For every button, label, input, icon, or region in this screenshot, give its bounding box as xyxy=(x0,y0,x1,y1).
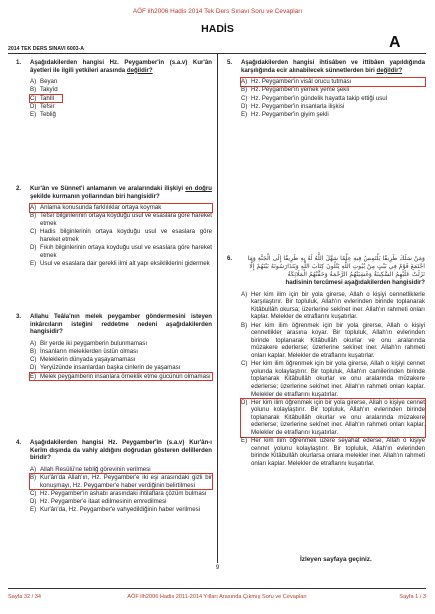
hadith-arabic-text: وَمَنْ سَلَكَ طَرِيقًا يَلْتَمِسُ فِيهِ عِلْمًا سَهَّلَ اللَّهُ لَهُ بِهِ طَرِيقًا إِلَى الْجَنَّةِ وَمَا اجْتَمَعَ قَوْمٌ فِي بَيْتٍ مِنْ بُيُوتِ اللَّهِ يَتْلُونَ كِتَابَ اللَّهِ وَيَتَدَارَسُونَهُ بَيْنَهُمْ إِلَّا نَزَلَتْ عَلَيْهِمُ السَّكِينَةُ وَغَشِيَتْهُمُ الرَّحْمَةُ وَحَفَّتْهُمُ الْمَلَائِكَةُ xyxy=(247,255,425,278)
option-c[interactable]: C) Hadis bilginlerinin ortaya koyduğu usul ve esaslara göre hareket etmek xyxy=(30,228,212,243)
question-number: 1. xyxy=(16,59,22,66)
question-number: 6. xyxy=(227,255,233,262)
question-number: 5. xyxy=(227,59,233,66)
page-number: 9 xyxy=(215,565,220,571)
question-stem: Aşağıdakilerden hangisi ihtisâben ve ittibâen yapıldığında karşılığında ecir alınabilecek sünnetlerden biri değildir? xyxy=(241,59,425,74)
option-e[interactable]: E) Usul ve esaslara dair gerekli ilmi alt yapı eksikliklerini gidermek xyxy=(30,259,210,267)
option-b[interactable]: B) Her kim ilim öğrenmek için bir yola girerse, Allah o kişiyi cennetlikler arasına koyar. Bir topluluk, Allah'ın evlerinden birinde toplanarak Kitâbullâh okurlar ve onu aralarında müzakere ederlerse; üzerlerine sekînet iner. Allah'ın rahmeti onları kaplar. Melekler de etraflarını kuşatırlar. xyxy=(241,321,425,359)
question-3 xyxy=(16,313,212,381)
option-d[interactable]: D) Yeryüzünde insanlardan başka cinlerin de yaşaması xyxy=(30,364,181,372)
option-e[interactable]: E) Kur'ân'da, Hz. Peygamber'e vahyedildiğinin haber verilmesi xyxy=(30,506,200,514)
option-b[interactable]: B) Hz. Peygamber'in yemek yeme şekli xyxy=(241,86,350,94)
options xyxy=(30,204,212,267)
option-e[interactable]: E) Tebliğ xyxy=(30,110,56,118)
option-e[interactable]: E) Hz. Peygamber'in giyim şekli xyxy=(241,110,329,118)
footer-left-page: Sayfa 32 / 34 xyxy=(8,594,41,600)
question-5 xyxy=(227,59,425,119)
question-stem: Kur'ân ve Sünnet'i anlamanın ve aralarındaki ilişkiyi en doğru şekilde kurmanın yollarından biri hangisidir? xyxy=(30,185,212,200)
exam-code: 2014 TEK DERS SINAVI 6003-A xyxy=(8,46,85,52)
option-c-selected[interactable]: C) Tahlîl xyxy=(30,95,62,103)
question-stem: hadisinin tercümesi aşağıdakilerden hangisidir? xyxy=(285,279,425,286)
question-number: 4. xyxy=(16,439,22,446)
option-b-selected[interactable]: B) Kur'ân'da Allah'ın, Hz. Peygamber'e iki eşi arasındaki gizli bir konuşmayı, Hz. Peygamber'e haber verdiğinin belirtilmesi xyxy=(30,473,212,489)
option-d[interactable]: D) Tefsir xyxy=(30,102,55,110)
options xyxy=(30,466,212,514)
option-e-selected[interactable]: E) Melek peygamberin insanlara örneklik etme gücünün olmaması xyxy=(30,372,211,380)
column-divider xyxy=(217,53,218,563)
question-number: 3. xyxy=(16,313,22,320)
option-c[interactable]: C) Hz. Peygamber'in gündelik hayatta takip ettiği usul xyxy=(241,94,387,102)
bottom-rule xyxy=(8,588,426,589)
question-stem: Aşağıdakilerden hangisi Hz. Peygamber'in (s.a.v) Kur'ân âyetleri ile ilgili yetkileri arasında değildir? xyxy=(30,59,212,74)
option-c[interactable]: C) Meleklerin dünyada yaşayamaması xyxy=(30,356,136,364)
question-number: 2. xyxy=(16,185,22,192)
option-c[interactable]: C) Her kim ilim öğrenmek için bir yola girerse, Allah o kişiyi cennet yolunda kolaylaştırır. Bir topluluk, Allah'ın camilerinden birinde toplanarak Kitâbullâh okurlar ve onu aralarında müzakere ederlerse; üzerlerine sekînet iner. Allah'ın rahmeti onları kaplar. Melekler de etraflarını kuşatırlar. xyxy=(241,360,425,398)
question-stem: Allahu Teâla'nın melek peygamber göndermesini isteyen inkârcıların isteğini reddetme nedeni aşağıdakilerden hangisidir? xyxy=(30,313,212,336)
source-header: AÖF ilh2006 Hadis 2014 Tek Ders Sınavı Soru ve Cevapları xyxy=(132,8,303,15)
question-4 xyxy=(16,439,212,514)
next-page-note: İzleyen sayfaya geçiniz. xyxy=(300,556,372,563)
question-stem: Aşağıdakilerden hangisi Hz. Peygamber'in (s.a.v) Kur'ân-ı Kerîm dışında da vahiy aldığını doğrudan gösteren delillerden biridir? xyxy=(30,439,212,462)
option-e[interactable]: E) Her kim ilim öğrenmek üzere seyahat ederse, Allah o kişiye cennet yolunu kolaylaştırır. Bir topluluk, Allah'ın evlerinden birinde Kitâbullâh okurlarsa onlara melekler iner. Allah'ın rahmeti onları kaplar. Melekler de etraflarını kuşatırlar. xyxy=(241,437,425,468)
footer-right-page: Sayfa 1 / 3 xyxy=(399,594,426,600)
option-d[interactable]: D) Hz. Peygamber'in insanlarla ilişkisi xyxy=(241,102,345,110)
option-a[interactable]: A) Allah Resûlü'ne tebliğ görevinin verilmesi xyxy=(30,465,151,473)
option-d[interactable]: D) Fıkıh bilginlerinin ortaya koyduğu usul ve esaslara göre hareket etmek xyxy=(30,243,212,259)
question-1 xyxy=(16,59,212,119)
options xyxy=(30,78,212,118)
option-a[interactable]: A) Beyan xyxy=(30,78,58,86)
option-b[interactable]: B) İnsanların meleklerden üstün olması xyxy=(30,347,138,355)
footer-title: AÖF ilh2006 Hadis 2011-2014 Yılları Arasında Çıkmış Soru ve Cevapları xyxy=(127,594,307,600)
booklet-letter: A xyxy=(389,34,401,51)
option-b[interactable]: B) Tefsir bilginlerinin ortaya koyduğu usul ve esaslara göre hareket etmek xyxy=(30,212,212,227)
question-2 xyxy=(16,185,212,268)
option-a-selected[interactable]: A) Anlama konusunda farklılıklar ortaya koymak xyxy=(30,204,212,212)
options xyxy=(30,340,212,380)
option-d[interactable]: D) Hz. Peygamber'e itaat edilmesinin emredilmesi xyxy=(30,497,167,505)
option-d-selected[interactable]: D) Her kim ilim öğrenmek için bir yola girerse, Allah o kişiye cennet yolunu kolaylaştırır. Bir topluluk, Allah'ın evlerinden birinde toplanarak Kitâbullâh okurlar ve onu aralarında müzakere ederlerse; üzerlerine sekînet iner. Allah'ın rahmeti onları kaplar. Melekler de etraflarını kuşatırlar. xyxy=(241,398,425,437)
options xyxy=(241,291,425,468)
subject-title: HADİS xyxy=(201,23,234,35)
options xyxy=(241,78,425,118)
option-c[interactable]: C) Hz. Peygamber'in ashabı arasındaki ihtilaflara çözüm bulması xyxy=(30,489,207,497)
question-6 xyxy=(227,255,425,468)
option-a-selected[interactable]: A) Hz. Peygamber'in visâl orucu tutması xyxy=(241,78,425,86)
option-b[interactable]: B) Takyîd xyxy=(30,86,58,94)
option-a[interactable]: A) Bir yerde iki peygamberin bulunmaması xyxy=(30,339,148,347)
option-a[interactable]: A) Her kim ilim için bir yola girerse, Allah o kişiyi cennetliklerle karşılaştırır. Bir topluluk, Allah'ın evlerinden birinde toplanarak Kitâbullâh okursa; üzerlerine sekînet iner. Allah'ın rahmeti onları kaplar. Melekler de etraflarını kuşatırlar. xyxy=(241,290,425,321)
